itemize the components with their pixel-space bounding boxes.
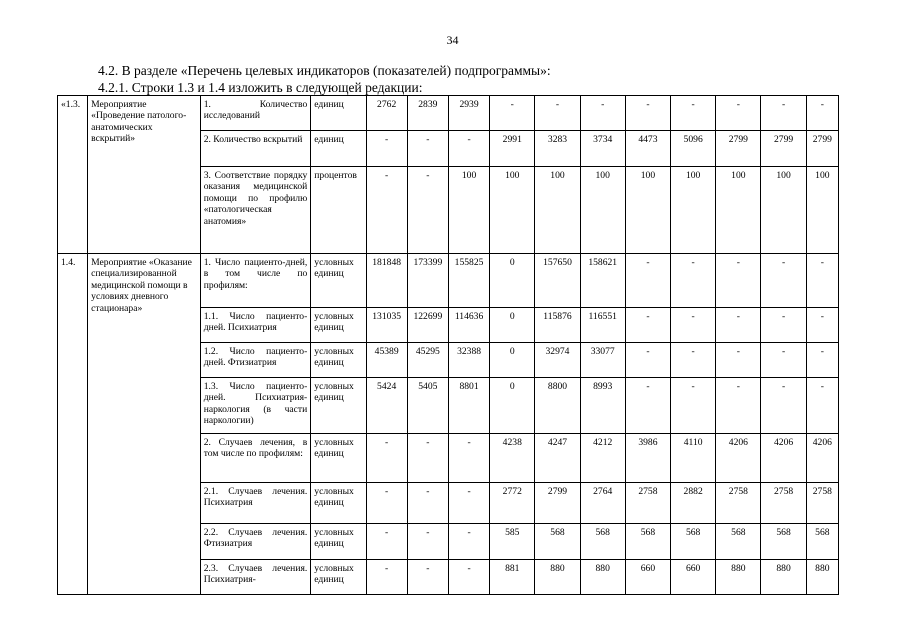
- indicator-cell: 3. Соответствие порядку оказания медицинской помощи по профилю «патологическая анатомия»: [200, 167, 311, 254]
- value-cell: 660: [671, 560, 716, 595]
- value-cell: 3283: [535, 131, 580, 167]
- table-row: [58, 254, 839, 308]
- value-cell: 2758: [625, 483, 670, 524]
- value-cell: 568: [535, 524, 580, 560]
- value-cell: -: [806, 343, 838, 378]
- value-cell: 45389: [366, 343, 407, 378]
- value-cell: 158621: [580, 254, 625, 308]
- unit-cell: условных единиц: [311, 308, 366, 343]
- value-cell: -: [716, 343, 761, 378]
- value-cell: 3734: [580, 131, 625, 167]
- value-cell: -: [671, 96, 716, 131]
- value-cell: 173399: [407, 254, 448, 308]
- value-cell: -: [407, 167, 448, 254]
- value-cell: -: [716, 308, 761, 343]
- unit-cell: условных единиц: [311, 343, 366, 378]
- value-cell: 660: [625, 560, 670, 595]
- indicator-cell: 1. Количество исследований: [200, 96, 311, 131]
- value-cell: 116551: [580, 308, 625, 343]
- value-cell: 32388: [448, 343, 489, 378]
- value-cell: 2772: [490, 483, 535, 524]
- value-cell: -: [761, 378, 806, 434]
- unit-cell: условных единиц: [311, 560, 366, 595]
- value-cell: -: [806, 378, 838, 434]
- value-cell: -: [366, 524, 407, 560]
- value-cell: 880: [761, 560, 806, 595]
- value-cell: -: [716, 254, 761, 308]
- subsection-heading: 4.2.1. Строки 1.3 и 1.4 изложить в следующей редакции:: [98, 80, 423, 95]
- value-cell: -: [407, 434, 448, 483]
- value-cell: 880: [806, 560, 838, 595]
- value-cell: 568: [671, 524, 716, 560]
- section-heading: 4.2. В разделе «Перечень целевых индикаторов (показателей) подпрограммы»:: [98, 63, 551, 78]
- value-cell: 2839: [407, 96, 448, 131]
- value-cell: 4238: [490, 434, 535, 483]
- value-cell: -: [448, 560, 489, 595]
- value-cell: 880: [535, 560, 580, 595]
- value-cell: -: [671, 378, 716, 434]
- value-cell: 5096: [671, 131, 716, 167]
- value-cell: -: [806, 96, 838, 131]
- table-body: [58, 96, 839, 595]
- value-cell: -: [407, 560, 448, 595]
- value-cell: 2764: [580, 483, 625, 524]
- indicator-cell: 2.2. Случаев лечения. Фтизиатрия: [200, 524, 311, 560]
- value-cell: -: [366, 131, 407, 167]
- value-cell: 157650: [535, 254, 580, 308]
- value-cell: -: [407, 483, 448, 524]
- value-cell: -: [366, 483, 407, 524]
- value-cell: 0: [490, 378, 535, 434]
- value-cell: -: [535, 96, 580, 131]
- unit-cell: условных единиц: [311, 378, 366, 434]
- indicator-cell: 2. Случаев лечения, в том числе по профилям:: [200, 434, 311, 483]
- value-cell: 4247: [535, 434, 580, 483]
- value-cell: 33077: [580, 343, 625, 378]
- value-cell: -: [580, 96, 625, 131]
- value-cell: 585: [490, 524, 535, 560]
- row-number-cell: «1.3.: [58, 96, 88, 254]
- value-cell: -: [448, 434, 489, 483]
- indicators-table: [57, 95, 839, 595]
- value-cell: 2991: [490, 131, 535, 167]
- value-cell: 568: [761, 524, 806, 560]
- indicator-cell: 2. Количество вскрытий: [200, 131, 311, 167]
- value-cell: -: [761, 308, 806, 343]
- value-cell: -: [490, 96, 535, 131]
- table-row: [58, 96, 839, 131]
- unit-cell: процентов: [311, 167, 366, 254]
- value-cell: 100: [671, 167, 716, 254]
- value-cell: 100: [490, 167, 535, 254]
- value-cell: -: [625, 96, 670, 131]
- value-cell: 0: [490, 308, 535, 343]
- value-cell: 122699: [407, 308, 448, 343]
- value-cell: 568: [580, 524, 625, 560]
- value-cell: 181848: [366, 254, 407, 308]
- value-cell: 0: [490, 254, 535, 308]
- value-cell: -: [407, 524, 448, 560]
- value-cell: 0: [490, 343, 535, 378]
- value-cell: 2799: [761, 131, 806, 167]
- value-cell: 2758: [761, 483, 806, 524]
- value-cell: 568: [716, 524, 761, 560]
- unit-cell: условных единиц: [311, 483, 366, 524]
- value-cell: -: [806, 308, 838, 343]
- value-cell: -: [761, 343, 806, 378]
- value-cell: -: [625, 343, 670, 378]
- value-cell: 2758: [716, 483, 761, 524]
- value-cell: 880: [580, 560, 625, 595]
- value-cell: 5424: [366, 378, 407, 434]
- value-cell: 4206: [716, 434, 761, 483]
- value-cell: 2882: [671, 483, 716, 524]
- value-cell: -: [671, 343, 716, 378]
- value-cell: 8801: [448, 378, 489, 434]
- value-cell: -: [625, 308, 670, 343]
- indicator-cell: 1.3. Число пациенто-дней. Психиатрия-наркология (в части наркологии): [200, 378, 311, 434]
- value-cell: -: [761, 254, 806, 308]
- value-cell: 2799: [535, 483, 580, 524]
- value-cell: -: [806, 254, 838, 308]
- indicator-cell: 1. Число пациенто-дней, в том числе по профилям:: [200, 254, 311, 308]
- value-cell: 2762: [366, 96, 407, 131]
- page-number: 34: [446, 33, 459, 47]
- indicator-cell: 1.1. Число пациенто-дней. Психиатрия: [200, 308, 311, 343]
- value-cell: -: [671, 308, 716, 343]
- value-cell: 100: [580, 167, 625, 254]
- value-cell: 4206: [806, 434, 838, 483]
- value-cell: 155825: [448, 254, 489, 308]
- value-cell: 8800: [535, 378, 580, 434]
- value-cell: 3986: [625, 434, 670, 483]
- value-cell: -: [625, 378, 670, 434]
- value-cell: 114636: [448, 308, 489, 343]
- value-cell: 568: [625, 524, 670, 560]
- value-cell: 568: [806, 524, 838, 560]
- value-cell: 5405: [407, 378, 448, 434]
- unit-cell: единиц: [311, 96, 366, 131]
- value-cell: 115876: [535, 308, 580, 343]
- value-cell: 2939: [448, 96, 489, 131]
- value-cell: 100: [535, 167, 580, 254]
- row-number-cell: 1.4.: [58, 254, 88, 595]
- value-cell: 4473: [625, 131, 670, 167]
- value-cell: 32974: [535, 343, 580, 378]
- value-cell: 100: [448, 167, 489, 254]
- value-cell: 4110: [671, 434, 716, 483]
- value-cell: 45295: [407, 343, 448, 378]
- value-cell: -: [366, 434, 407, 483]
- value-cell: -: [366, 560, 407, 595]
- value-cell: -: [448, 131, 489, 167]
- value-cell: -: [448, 524, 489, 560]
- activity-name-cell: Мероприятие «Оказание специализированной медицинской помощи в условиях дневного стационара»: [88, 254, 201, 595]
- value-cell: 100: [806, 167, 838, 254]
- value-cell: 100: [716, 167, 761, 254]
- unit-cell: условных единиц: [311, 254, 366, 308]
- value-cell: -: [671, 254, 716, 308]
- unit-cell: единиц: [311, 131, 366, 167]
- indicator-cell: 2.1. Случаев лечения. Психиатрия: [200, 483, 311, 524]
- value-cell: 8993: [580, 378, 625, 434]
- value-cell: -: [625, 254, 670, 308]
- indicator-cell: 2.3. Случаев лечения. Психиатрия-: [200, 560, 311, 595]
- value-cell: -: [761, 96, 806, 131]
- value-cell: 4206: [761, 434, 806, 483]
- value-cell: -: [366, 167, 407, 254]
- unit-cell: условных единиц: [311, 434, 366, 483]
- value-cell: 2758: [806, 483, 838, 524]
- value-cell: 2799: [716, 131, 761, 167]
- value-cell: -: [448, 483, 489, 524]
- value-cell: 100: [625, 167, 670, 254]
- value-cell: 4212: [580, 434, 625, 483]
- value-cell: 131035: [366, 308, 407, 343]
- value-cell: -: [716, 378, 761, 434]
- activity-name-cell: Мероприятие «Проведение патолого-анатомических вскрытий»: [88, 96, 201, 254]
- value-cell: -: [407, 131, 448, 167]
- value-cell: 2799: [806, 131, 838, 167]
- value-cell: 881: [490, 560, 535, 595]
- value-cell: 100: [761, 167, 806, 254]
- value-cell: 880: [716, 560, 761, 595]
- indicator-cell: 1.2. Число пациенто-дней. Фтизиатрия: [200, 343, 311, 378]
- value-cell: -: [716, 96, 761, 131]
- unit-cell: условных единиц: [311, 524, 366, 560]
